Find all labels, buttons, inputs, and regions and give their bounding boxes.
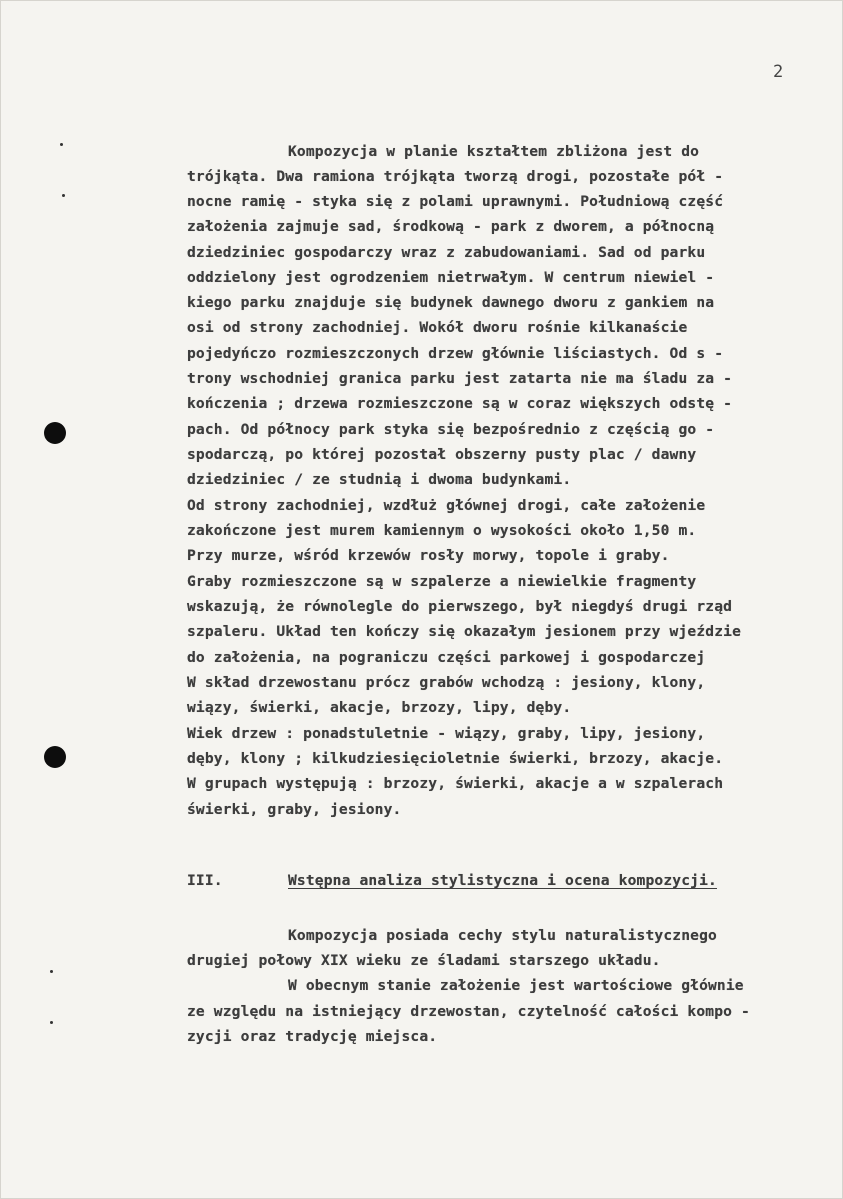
paper-speck: [50, 970, 53, 973]
body-text-line: trony wschodniej granica parku jest zatarta nie ma śladu za -: [187, 370, 733, 387]
body-text-line: Wiek drzew : ponadstuletnie - wiązy, graby, lipy, jesiony,: [187, 725, 706, 742]
body-text-line: pojedyńczo rozmieszczonych drzew głównie liściastych. Od s -: [187, 345, 724, 362]
body-text-line: W skład drzewostanu prócz grabów wchodzą : jesiony, klony,: [187, 674, 706, 691]
body-text-line: oddzielony jest ogrodzeniem nietrwałym. W centrum niewiel -: [187, 269, 715, 286]
body-text-line: kończenia ; drzewa rozmieszczone są w coraz większych odstę -: [187, 395, 733, 412]
binder-hole-top: [44, 422, 66, 444]
body-text-line: spodarczą, po której pozostał obszerny pusty plac / dawny: [187, 446, 697, 463]
body-text-line: świerki, graby, jesiony.: [187, 801, 402, 818]
body-text-line: wiązy, świerki, akacje, brzozy, lipy, dęby.: [187, 699, 572, 716]
section-number: III.: [187, 872, 223, 889]
body-text-line: wskazują, że równolegle do pierwszego, był niegdyś drugi rząd: [187, 598, 733, 615]
body-text-line: Kompozycja w planie kształtem zbliżona jest do: [288, 143, 700, 160]
body-text-line: szpaleru. Układ ten kończy się okazałym jesionem przy wjeździe: [187, 623, 742, 640]
body-text-line: Graby rozmieszczone są w szpalerze a niewielkie fragmenty: [187, 573, 697, 590]
body-text-line: dziedziniec gospodarczy wraz z zabudowaniami. Sad od parku: [187, 244, 706, 261]
paper-speck: [60, 143, 63, 146]
body-text-line: W grupach występują : brzozy, świerki, akacje a w szpalerach: [187, 775, 724, 792]
binder-hole-bottom: [44, 746, 66, 768]
body-text-line: Przy murze, wśród krzewów rosły morwy, topole i graby.: [187, 547, 670, 564]
body-text-line: Od strony zachodniej, wzdłuż głównej drogi, całe założenie: [187, 497, 706, 514]
body-text-line: Kompozycja posiada cechy stylu naturalistycznego: [288, 927, 717, 944]
section-title: Wstępna analiza stylistyczna i ocena kompozycji.: [288, 872, 717, 889]
paper-speck: [50, 1021, 53, 1024]
body-text-line: ze względu na istniejący drzewostan, czytelność całości kompo -: [187, 1003, 750, 1020]
paper-speck: [62, 194, 65, 197]
body-text-line: pach. Od północy park styka się bezpośrednio z częścią go -: [187, 421, 715, 438]
body-text-line: kiego parku znajduje się budynek dawnego dworu z gankiem na: [187, 294, 715, 311]
body-text-line: zycji oraz tradycję miejsca.: [187, 1028, 438, 1045]
body-text-line: zakończone jest murem kamiennym o wysokości około 1,50 m.: [187, 522, 697, 539]
body-text-line: drugiej połowy XIX wieku ze śladami starszego układu.: [187, 952, 661, 969]
body-text-line: osi od strony zachodniej. Wokół dworu rośnie kilkanaście: [187, 319, 688, 336]
body-text-line: W obecnym stanie założenie jest wartościowe głównie: [288, 977, 744, 994]
body-text-line: dziedziniec / ze studnią i dwoma budynkami.: [187, 471, 572, 488]
body-text-line: trójkąta. Dwa ramiona trójkąta tworzą drogi, pozostałe pół -: [187, 168, 724, 185]
body-text-line: założenia zajmuje sad, środkową - park z dworem, a północną: [187, 218, 715, 235]
body-text-line: dęby, klony ; kilkudziesięcioletnie świerki, brzozy, akacje.: [187, 750, 724, 767]
body-text-line: do założenia, na pograniczu części parkowej i gospodarczej: [187, 649, 706, 666]
page-number: 2: [773, 62, 784, 82]
body-text-line: nocne ramię - styka się z polami uprawnymi. Południową część: [187, 193, 724, 210]
